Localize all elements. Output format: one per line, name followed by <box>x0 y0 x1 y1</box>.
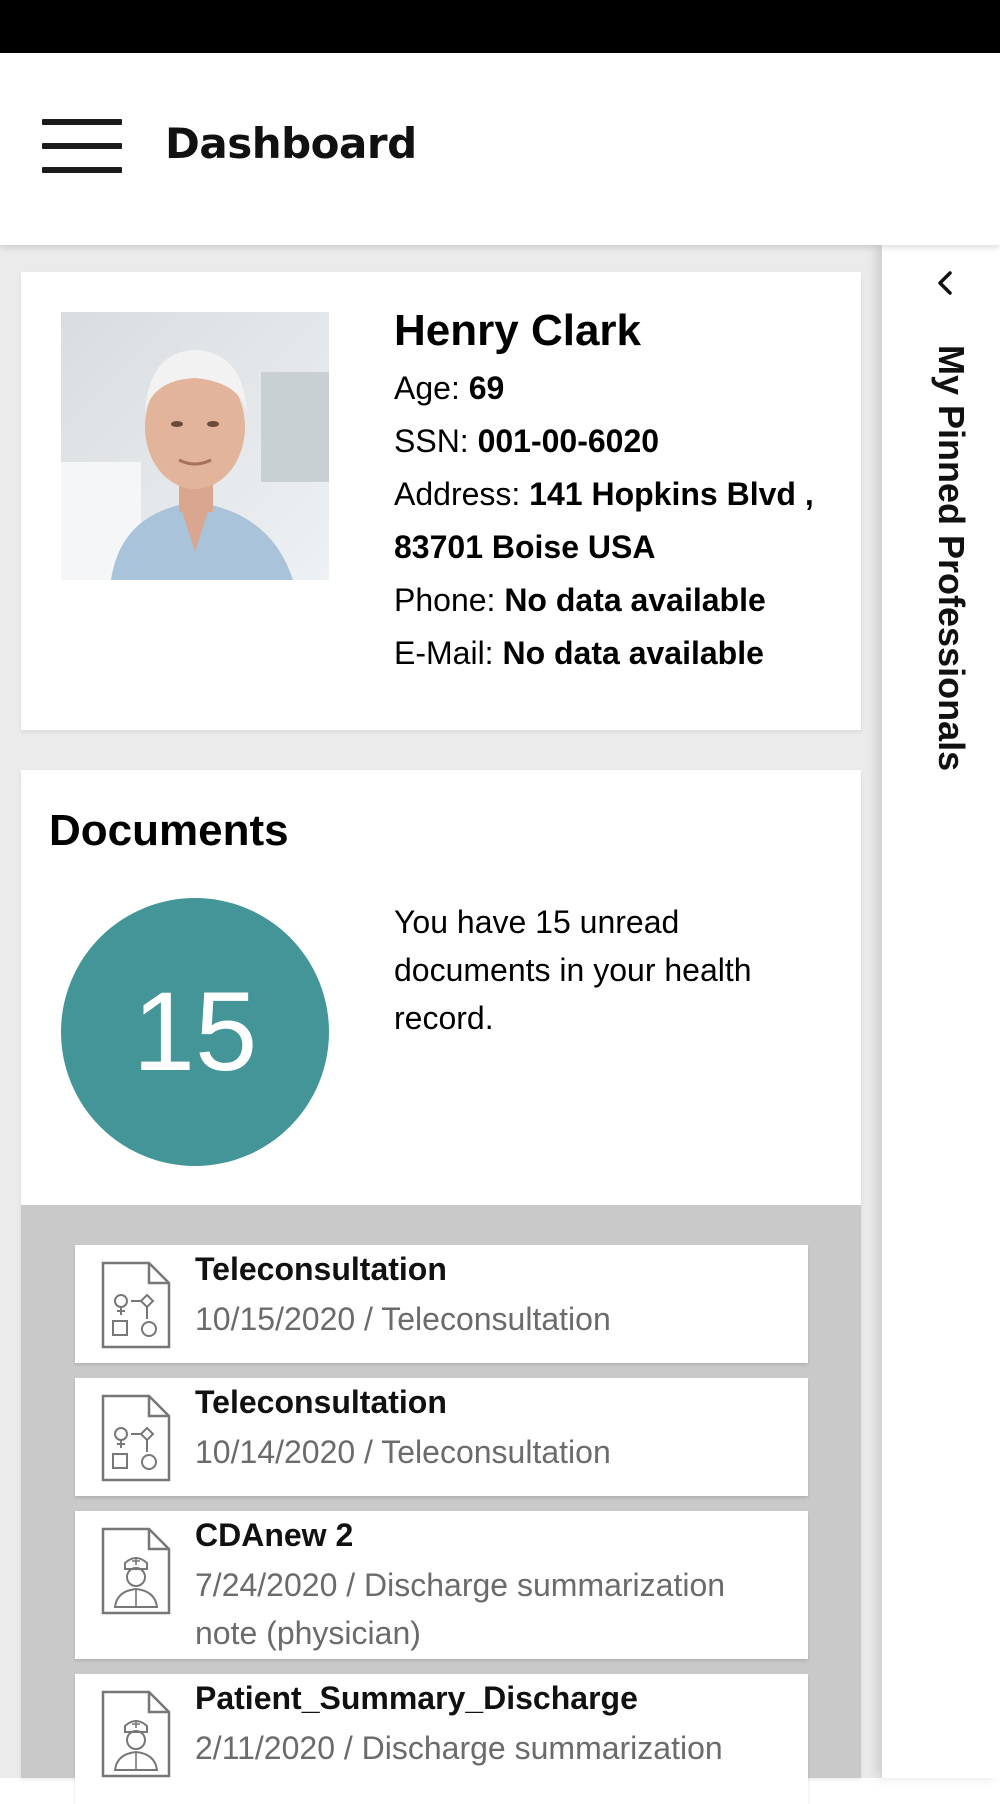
documents-title: Documents <box>49 806 289 855</box>
pinned-professionals-title[interactable]: My Pinned Professionals <box>931 345 972 772</box>
document-item[interactable] <box>75 1245 808 1363</box>
patient-address-line2: 83701 Boise USA <box>394 529 656 565</box>
patient-address: Address: 141 Hopkins Blvd , <box>394 476 814 512</box>
documents-card <box>21 770 861 1778</box>
document-title: Patient_Summary_Discharge <box>195 1680 638 1716</box>
page-title: Dashboard <box>165 119 417 168</box>
unread-count-badge[interactable]: 15 <box>61 898 329 1166</box>
patient-email: E-Mail: No data available <box>394 635 764 671</box>
status-bar <box>0 0 1000 53</box>
document-list <box>21 1205 861 1778</box>
document-title: Teleconsultation <box>195 1251 447 1287</box>
document-item[interactable] <box>75 1378 808 1496</box>
menu-icon[interactable] <box>42 119 122 179</box>
chevron-left-icon[interactable] <box>932 263 956 303</box>
patient-avatar <box>61 312 329 580</box>
pinned-professionals-panel[interactable] <box>882 245 1000 1778</box>
document-title: Teleconsultation <box>195 1384 447 1420</box>
document-subtitle: 10/15/2020 / Teleconsultation <box>195 1301 611 1337</box>
document-item[interactable] <box>75 1674 808 1804</box>
document-item[interactable] <box>75 1511 808 1659</box>
app-bar <box>0 53 1000 245</box>
physician-document-icon <box>101 1690 171 1778</box>
document-title: CDAnew 2 <box>195 1517 354 1553</box>
unread-documents-text: You have 15 unread documents in your health record. <box>394 904 752 1036</box>
dashboard-content <box>0 245 882 1778</box>
patient-card <box>21 272 861 730</box>
physician-document-icon <box>101 1527 171 1615</box>
workflow-document-icon <box>101 1394 171 1482</box>
patient-ssn: SSN: 001-00-6020 <box>394 423 660 459</box>
patient-name: Henry Clark <box>394 306 642 355</box>
patient-phone: Phone: No data available <box>394 582 766 618</box>
document-subtitle: 10/14/2020 / Teleconsultation <box>195 1434 611 1470</box>
patient-info <box>394 306 844 680</box>
document-subtitle: 2/11/2020 / Discharge summarization <box>195 1730 723 1766</box>
workflow-document-icon <box>101 1261 171 1349</box>
patient-age: Age: 69 <box>394 370 505 406</box>
document-subtitle: 7/24/2020 / Discharge summarization note (physician) <box>195 1567 726 1651</box>
